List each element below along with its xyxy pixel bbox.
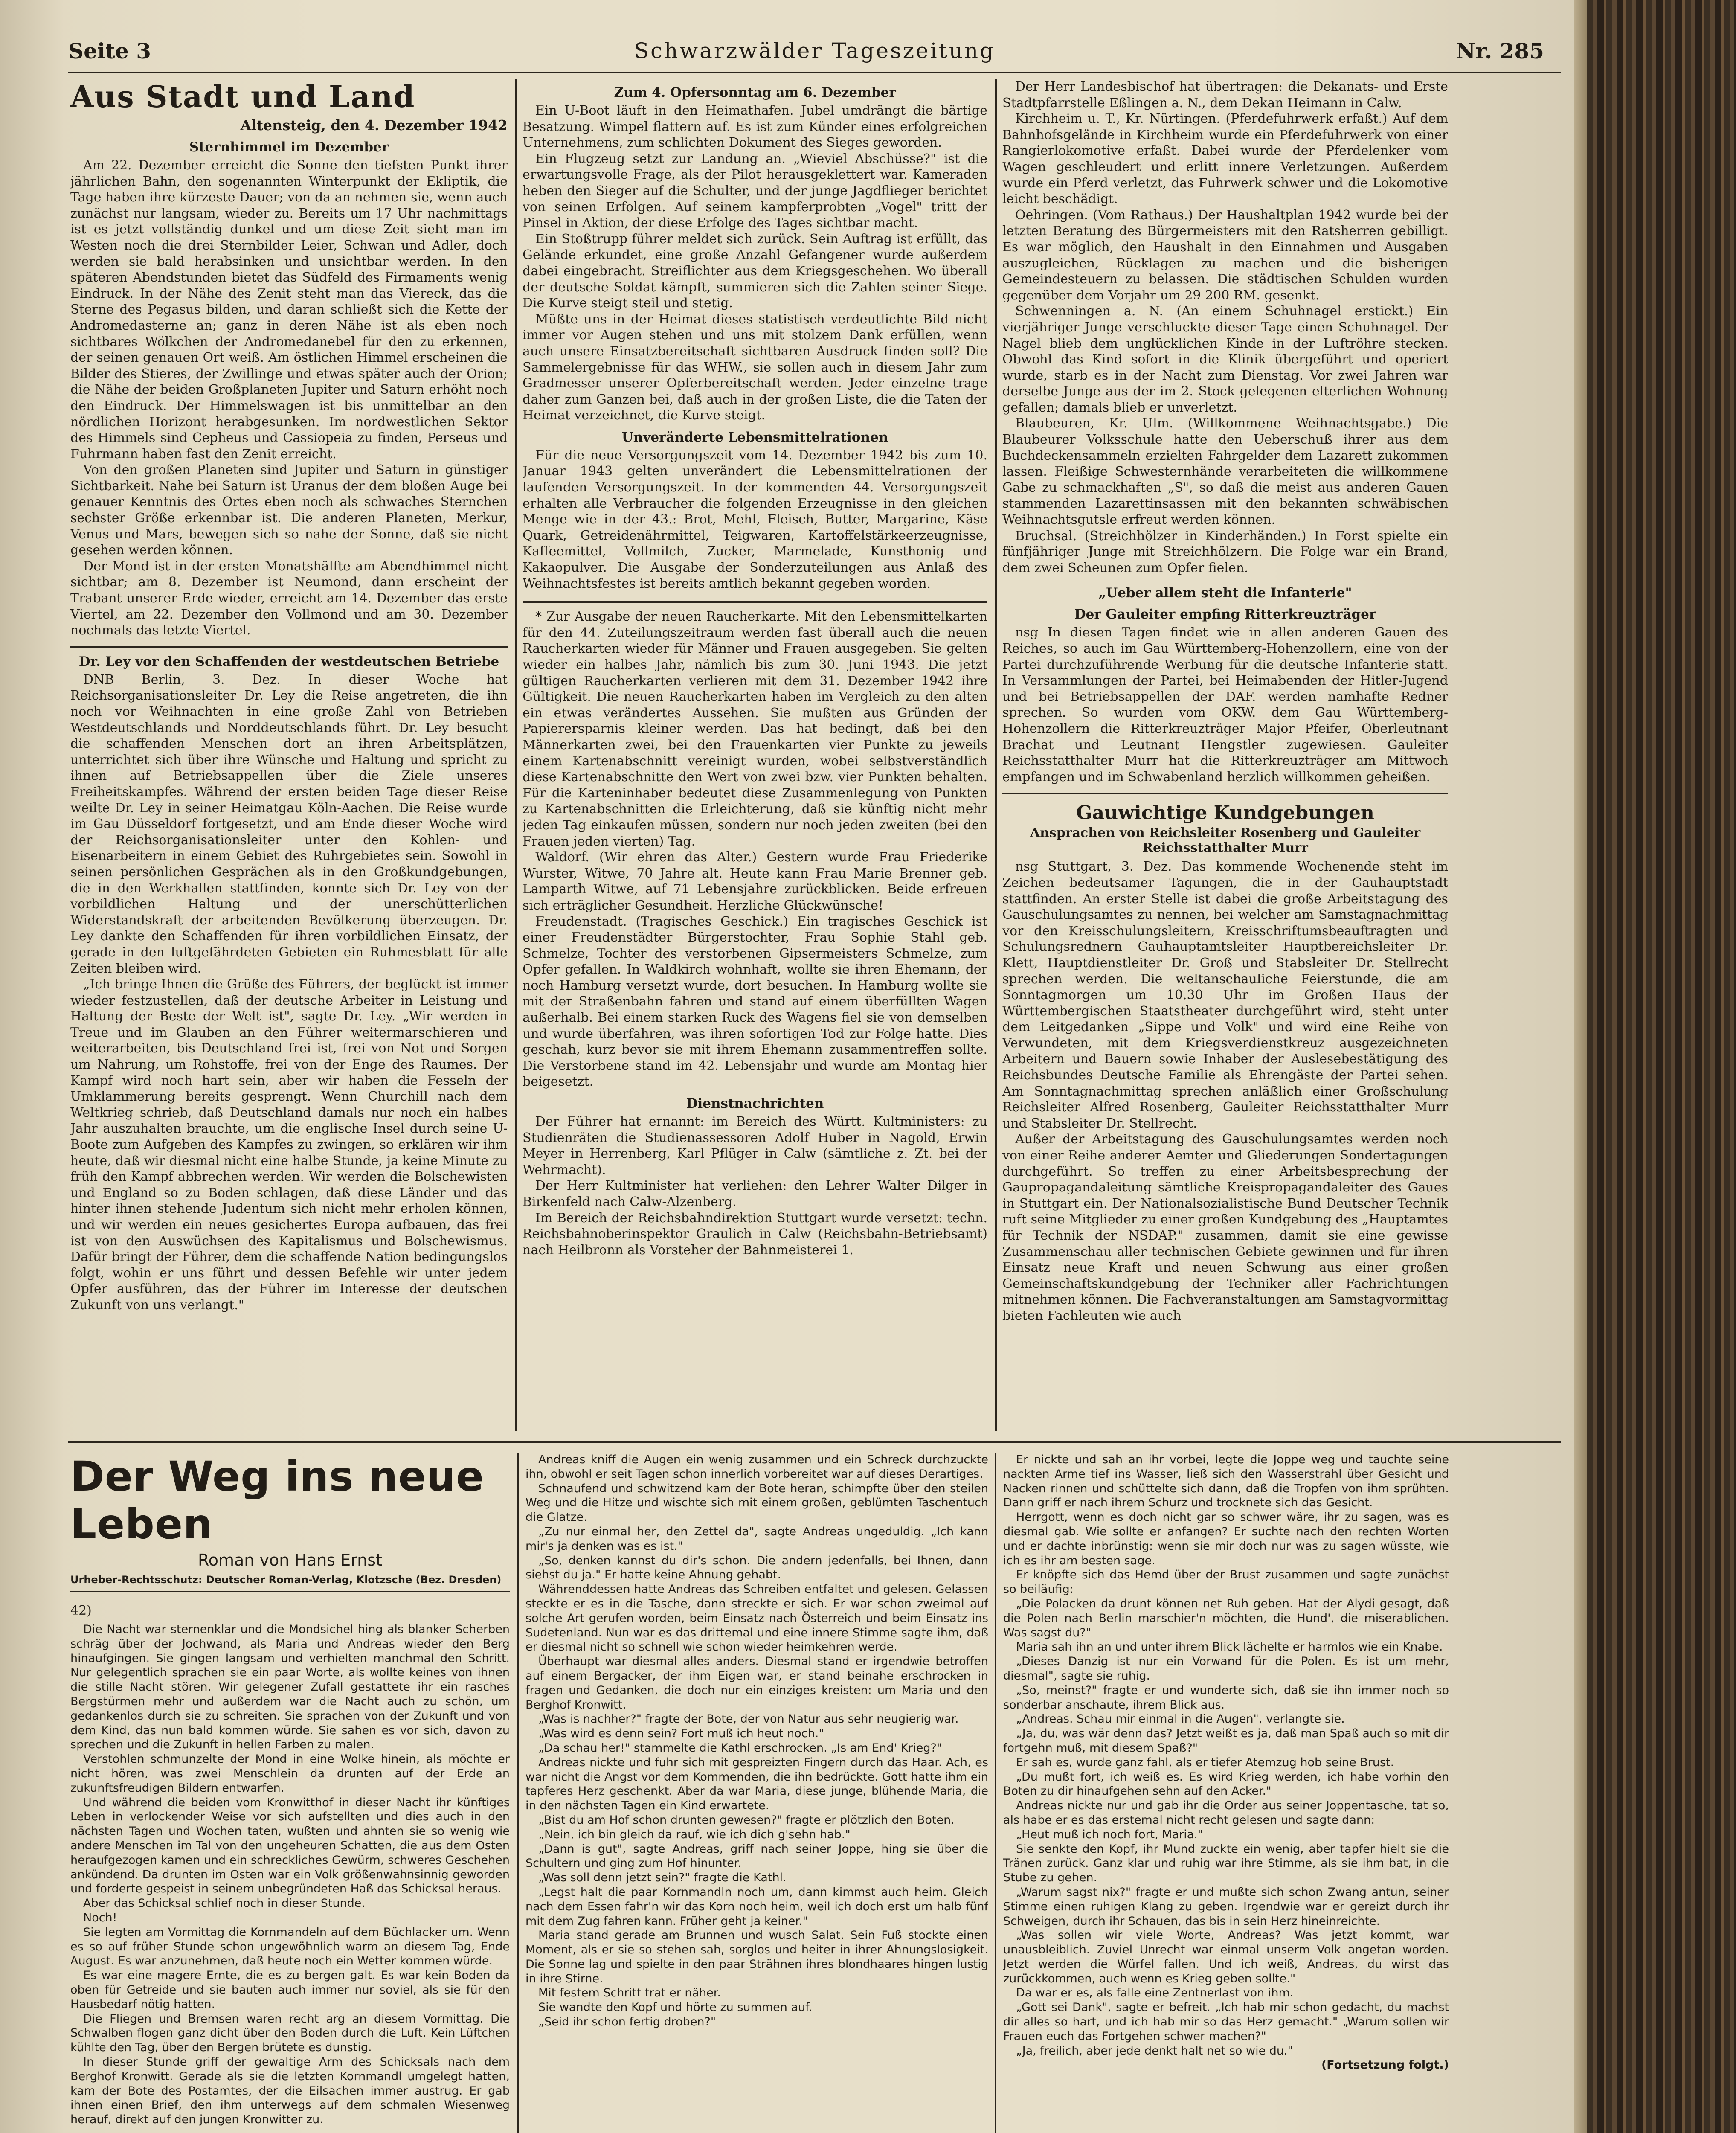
paragraph: Ein Stoßtrupp führer meldet sich zurück. Sein Auftrag ist erfüllt, das Gelände erkundet, eine große Anzahl Gefangener wurde außerdem dabei eingebracht. Streiflichter aus dem Kriegsgeschehen. Wo überall der deutsche Soldat kämpft, summieren sich die Zahlen seiner Siege. Die Kurve steigt steil und stetig. <box>523 231 987 311</box>
paragraph: Sie senkte den Kopf, ihr Mund zuckte ein wenig, aber tapfer hielt sie die Tränen zurück. Ganz klar und ruhig war ihre Stimme, als sie ihm bat, in die Stube zu gehen. <box>1003 1842 1449 1885</box>
paragraph: Bruchsal. (Streichhölzer in Kinderhänden.) In Forst spielte ein fünfjähriger Junge mit Streichhölzern. Die Folge war ein Brand, dem zwei Scheunen zum Opfer fielen. <box>1002 528 1448 575</box>
paragraph: „Zu nur einmal her, den Zettel da", sagte Andreas ungeduldig. „Ich kann mir's ja denken was es ist." <box>525 1525 988 1553</box>
paragraph: „So, denken kannst du dir's schon. Die andern jedenfalls, bei Ihnen, dann siehst du ja." Er hatte keine Ahnung gehabt. <box>525 1554 988 1582</box>
paragraph: Und während die beiden vom Kronwitthof in dieser Nacht ihr künftiges Leben in verlockender Weise vor sich aufstellten und dies auch in den nächsten Tagen und Wochen taten, wußten und ahnten sie so wenig wie andere Menschen im Tal von den ungeheuren Schatten, die aus dem Osten heraufgezogen kamen und ein schreckliches Gewürm, schweres Geschehen ankündend. Da drunten im Osten war ein Volk größenwahnsinnig geworden und forderte gespeist in seinem unbegründeten Haß das Schicksal heraus. <box>70 1796 510 1896</box>
paragraph: „Du mußt fort, ich weiß es. Es wird Krieg werden, ich habe vorhin den Boten zu dir hinaufgehen sehn auf den Acker." <box>1003 1770 1449 1798</box>
article-kundgebungen <box>1002 859 1448 1324</box>
paragraph: Schwenningen a. N. (An einem Schuhnagel erstickt.) Ein vierjähriger Junge verschluckte dieser Tage einen Schuhnagel. Der Nagel blieb dem unglücklichen Kinde in der Luftröhre stecken. Obwohl das Kind sofort in die Klinik übergeführt und operiert wurde, starb es in der Nacht zum Dienstag. Vor zwei Jahren war derselbe Junge aus der im 2. Stock gelegenen elterlichen Wohnung gefallen; damals blieb er unverletzt. <box>1002 304 1448 415</box>
article-regional-news <box>1002 79 1448 576</box>
masthead-rule <box>68 72 1561 73</box>
novel-author: Roman von Hans Ernst <box>198 1551 382 1569</box>
novel-text-2 <box>525 1453 988 2029</box>
paragraph: Herrgott, wenn es doch nicht gar so schwer wäre, ihr zu sagen, was es diesmal gab. Wie sollte er anfangen? Er suchte nach den rechten Worten und er dachte inbrünstig: wenn sie mir doch nur was zu sagen wüsste, wie ich es ihr am besten sage. <box>1003 1511 1449 1567</box>
paragraph: Die Fliegen und Bremsen waren recht arg an diesem Vormittag. Die Schwalben flogen ganz dicht über den Boden durch die Luft. Kein Lüftchen kühlte den Tag, über den Bergen brütete es dunstig. <box>70 2012 510 2055</box>
novel-column-3 <box>1003 1453 1449 2133</box>
paragraph: Der Führer hat ernannt: im Bereich des Württ. Kultministers: zu Studienräten die Studienassessoren Adolf Huber in Nagold, Erwin Meyer in Herrenberg, Karl Pflüger in Calw (sämtliche z. Zt. bei der Wehrmacht). <box>523 1114 987 1177</box>
paragraph: Da war er es, als falle eine Zentnerlast von ihm. <box>1016 1986 1294 2000</box>
paragraph: „Was wird es denn sein? Fort muß ich heut noch." <box>538 1727 824 1741</box>
headline-ley: Dr. Ley vor den Schaffenden der westdeutschen Betriebe <box>78 654 499 669</box>
paragraph: Verstohlen schmunzelte der Mond in eine Wolke hinein, als möchte er nicht hören, was zwei Menschlein da drunten auf der Erde an zukunftsfreudigen Bildern entwarfen. <box>70 1752 510 1795</box>
column-2 <box>523 79 987 1431</box>
issue-number: Nr. 285 <box>1456 38 1544 64</box>
paragraph: „Ich bringe Ihnen die Grüße des Führers, der beglückt ist immer wieder festzustellen, daß der deutsche Arbeiter in Leistung und Haltung der Beste der Welt ist", sagte Dr. Ley. „Wir werden in Treue und im Glauben an den Führer weitermarschieren und weiterarbeiten, bis Deutschland frei ist, frei von Not und Sorgen um Nahrung, um Rohstoffe, frei von der Enge des Raumes. Der Kampf wird noch hart sein, aber wir haben die Fesseln der Umklammerung bereits gesprengt. Wenn Churchill nach dem Weltkrieg schrieb, daß Deutschland damals nur noch ein halbes Jahr auszuhalten brauchte, um die englische Insel durch seine U-Boote zum Aufgeben des Kampfes zu zwingen, so erklären wir ihm heute, daß wir diesmal nicht eine halbe Stunde, ja keine Minute zu früh den Kampf abbrechen werden. Wir werden die Bolschewisten und England so zu Boden schlagen, daß diese Länder und das hinter ihnen stehende Judentum sich nicht mehr erholen können, und wir werden ein neues gesichertes Europa aufbauen, das frei ist von den Auswüchsen des Kapitalismus und Bolschewismus. Dafür bringt der Führer, dem die schaffende Nation bedingungslos folgt, wohin er uns führt und dessen Befehle wir unter jedem Opfer ausführen, das der Führer im Interesse der deutschen Zukunft von uns verlangt." <box>70 977 508 1313</box>
section-rule <box>68 1441 1561 1443</box>
paragraph: „Dieses Danzig ist nur ein Vorwand für die Polen. Es ist um mehr, diesmal", sagte sie ruhig. <box>1003 1655 1449 1683</box>
paragraph: Mit festem Schritt trat er näher. <box>538 1986 721 2000</box>
paragraph: Der Mond ist in der ersten Monatshälfte am Abendhimmel nicht sichtbar; am 8. Dezember ist Neumond, dann erscheint der Trabant unserer Erde wieder, erreicht am 14. Dezember das erste Viertel, am 22. Dezember den Vollmond und am 30. Dezember nochmals das letzte Viertel. <box>70 558 508 638</box>
paragraph: Schnaufend und schwitzend kam der Bote heran, schimpfte über den steilen Weg und die Hitze und wischte sich mit einem großen, geblümten Taschentuch die Glatze. <box>525 1482 988 1524</box>
book-binding <box>1587 0 1736 2133</box>
paragraph: Maria stand gerade am Brunnen und wusch Salat. Sein Fuß stockte einen Moment, als er sie so stehen sah, sorglos und heiter in ihrer Ahnungslosigkeit. Die Sonne lag und spielte in den paar Strähnen ihres blondhaares hingen lustig in ihre Stirne. <box>525 1929 988 1985</box>
subheadline-kundgebungen: Ansprachen von Reichsleiter Rosenberg und Gauleiter Reichsstatthalter Murr <box>1030 825 1421 856</box>
continuation-note: (Fortsetzung folgt.) <box>1321 2058 1449 2072</box>
headline-infanterie: „Ueber allem steht die Infanterie" <box>1098 585 1352 601</box>
paragraph: „Andreas. Schau mir einmal in die Augen", verlangte sie. <box>1016 1712 1345 1726</box>
article-dienstnachrichten <box>523 1114 987 1258</box>
article-opfersonntag <box>523 103 987 424</box>
paragraph: Außer der Arbeitstagung des Gauschulungsamtes werden noch von einer Reihe anderer Aemter und Gliederungen Sondertagungen durchgeführt. So treffen zu einer Arbeitsbesprechung der Gaupropagandaleitung sämtliche Kreispropagandaleiter des Gaues in Stuttgart ein. Der Nationalsozialistische Bund Deutscher Technik ruft seine Mitglieder zu einer großen Kundgebung des „Hauptamtes für Technik der NSDAP." zusammen, damit sie eine gewisse Zusammenschau aller technischen Gebiete gewinnen und für ihren Einsatz neue Kraft und neuen Schwung aus einer großen Gemeinschaftskundgebung der Techniker aller Fachrichtungen mitnehmen können. Die Fachveranstaltungen am Samstagvormittag bieten Fachleuten wie auch <box>1002 1132 1448 1323</box>
novel-column-1 <box>70 1453 510 2133</box>
paragraph: Blaubeuren, Kr. Ulm. (Willkommene Weihnachtsgabe.) Die Blaubeurer Volksschule hatte den Ueberschuß ihrer aus dem Buchdeckensammeln erzielten Fahrgelder dem Lazarett zukommen lassen. Fleißige Schwesternhände verarbeiteten die willkommene Gabe zu schmackhaften „S", so daß die meist aus anderen Gauen stammenden Lazarettinsassen mit den bekannten schwäbischen Weihnachtsgutsle erfreut werden können. <box>1002 416 1448 528</box>
paragraph: Maria sah ihn an und unter ihrem Blick lächelte er harmlos wie ein Knabe. <box>1016 1640 1443 1654</box>
headline-opfersonntag: Zum 4. Opfersonntag am 6. Dezember <box>614 85 896 100</box>
novel-installment: 42) <box>70 1603 92 1618</box>
column-rule <box>995 1453 996 2133</box>
paragraph: „Was soll denn jetzt sein?" fragte die Kathl. <box>538 1871 787 1885</box>
paragraph: Waldorf. (Wir ehren das Alter.) Gestern wurde Frau Friederike Wurster, Witwe, 70 Jahre alt. Heute kann Frau Marie Brenner geb. Lamparth Witwe, auf 71 Lebensjahre zurückblicken. Beide erfreuen sich erträglicher Gesundheit. Herzliche Glückwünsche! <box>523 850 987 913</box>
headline-lebensmittel: Unveränderte Lebensmittelrationen <box>621 429 888 445</box>
paragraph: „Ja, freilich, aber jede denkt halt net so wie du." <box>1016 2044 1293 2057</box>
article-lebensmittel <box>523 448 987 592</box>
paragraph: * Zur Ausgabe der neuen Raucherkarte. Mit den Lebensmittelkarten für den 44. Zuteilungszeitraum werden fast überall auch die neuen Raucherkarten wieder für Männer und Frauen ausgegeben. Sie gelten wieder ein halbes Jahr, nämlich bis zum 30. Juni 1943. Die jetzt gültigen Raucherkarten verlieren mit dem 31. Dezember 1942 ihre Gültigkeit. Die neuen Raucherkarten haben im Vergleich zu den alten ein etwas verändertes Aussehen. Sie mußten aus Gründen der Papierersparnis kleiner werden. Das hat bedingt, daß bei den Männerkarten zwei, bei den Frauenkarten vier Punkte zu jeweils einem Kartenabschnitt vereinigt wurden, wobei selbstverständlich diese Kartenabschnitte den Wert von zwei bzw. vier Punkten behalten. Für die Karteninhaber bedeutet diese Zusammenlegung von Punkten zu Kartenabschnitten die Erleichterung, daß sie künftig nicht mehr jeden Tag einkaufen müssen, sondern nur noch jeden zweiten (bei den Frauen jeden vierten) Tag. <box>523 609 987 849</box>
article-gauleiter <box>1002 625 1448 785</box>
page-edge <box>1574 0 1587 2133</box>
paragraph: „Was is nachher?" fragte der Bote, der von Natur aus sehr neugierig war. <box>538 1712 959 1726</box>
masthead <box>64 26 1565 68</box>
paragraph: „Was sollen wir viele Worte, Andreas? Was jetzt kommt, war unausbleiblich. Zuviel Unrecht war einmal unserm Volk angetan worden. Jetzt werden die Würfel fallen. Und ich weiß, Andreas, du wirst das zurückkommen, auch wenn es Krieg geben sollte." <box>1003 1929 1449 1985</box>
novel-title-rule <box>70 1591 510 1592</box>
paragraph: Er nickte und sah an ihr vorbei, legte die Joppe weg und tauchte seine nackten Arme tief ins Wasser, ließ sich den Wasserstrahl über Gesicht und Nacken rinnen und schüttelte sich dann, daß die Tropfen von ihm sprühten. Dann griff er nach ihrem Schurz und trocknete sich das Gesicht. <box>1003 1453 1449 1510</box>
headline-sternhimmel: Sternhimmel im Dezember <box>189 139 389 155</box>
paragraph: Müßte uns in der Heimat dieses statistisch verdeutlichte Bild nicht immer vor Augen stehen und uns mit stolzem Dank erfüllen, wenn auch unsere Einsatzbereitschaft sichtbaren Ausdruck finden soll? Die Sammelergebnisse für das WHW., sie sollen auch in diesem Jahr zum Gradmesser unserer Opferbereitschaft werden. Jeder einzelne trage daher zum Ganzen bei, daß auch in der großen Liste, die die Taten der Heimat verzeichnet, die Kurve steigt. <box>523 311 987 423</box>
paragraph: „Gott sei Dank", sagte er befreit. „Ich hab mir schon gedacht, du machst dir alles so hart, und ich hab mir so das Herz gemacht." „Warum sollen wir Frauen euch das Fortgehen schwer machen?" <box>1003 2001 1449 2043</box>
novel-text-3 <box>1003 1453 1449 2058</box>
paragraph: Andreas kniff die Augen ein wenig zusammen und ein Schreck durchzuckte ihn, obwohl er seit Tagen schon innerlich vorbereitet war auf dieses Derartiges. <box>525 1453 988 1481</box>
paragraph: „So, meinst?" fragte er und wunderte sich, daß sie ihn immer noch so sonderbar anschaute, ihrem Blick aus. <box>1003 1683 1449 1712</box>
paragraph: Es war eine magere Ernte, die es zu bergen galt. Es war kein Boden da oben für Getreide und sie bauten auch immer nur soviel, als sie für den Hausbedarf nötig hatten. <box>70 1969 510 2011</box>
article-sternhimmel <box>70 157 508 639</box>
section-title: Aus Stadt und Land <box>70 79 415 114</box>
paragraph: Andreas nickte und fuhr sich mit gespreizten Fingern durch das Haar. Ach, es war nicht die Angst vor dem Kommenden, die ihn bedrückte. Gott hatte ihm ein tapferes Herz geschenkt. Aber da war Maria, diese junge, blühende Maria, die in den nächsten Tagen ein Kind erwartete. <box>525 1755 988 1813</box>
novel-text-1 <box>70 1622 510 2127</box>
novel-rights: Urheber-Rechtsschutz: Deutscher Roman-Verlag, Klotzsche (Bez. Dresden) <box>70 1574 502 1586</box>
paragraph: Überhaupt war diesmal alles anders. Diesmal stand er irgendwie betroffen auf einem Bergacker, der ihm Eigen war, er stand beinahe erschrocken in fragen und Gedanken, die doch nur ein einziges kreisten: um Maria und den Berghof Kronwitt. <box>525 1655 988 1712</box>
column-rule <box>995 79 997 1431</box>
article-ley <box>70 672 508 1314</box>
paragraph: Er knöpfte sich das Hemd über der Brust zusammen und sagte zunächst so beiläufig: <box>1003 1568 1449 1596</box>
paragraph: Der Herr Landesbischof hat übertragen: die Dekanats- und Erste Stadtpfarrstelle Eßlingen a. N., dem Dekan Heimann in Calw. <box>1002 79 1448 110</box>
article-rule <box>70 646 508 648</box>
paragraph: „Die Polacken da drunt können net Ruh geben. Hat der Alydi gesagt, daß die Polen nach Berlin marschier'n möchten, die Hund', die miserablichen. Was sagst du?" <box>1003 1597 1449 1639</box>
column-rule <box>517 1453 519 2133</box>
paragraph: „Seid ihr schon fertig droben?" <box>538 2015 716 2029</box>
column-rule <box>515 79 517 1431</box>
page-gutter <box>0 0 64 2133</box>
column-1 <box>70 79 508 1431</box>
column-3 <box>1002 79 1448 1431</box>
paragraph: nsg In diesen Tagen findet wie in allen anderen Gauen des Reiches, so auch im Gau Württemberg-Hohenzollern, eine von der Partei durchzuführende Werbung für die deutsche Infanterie statt. In Versammlungen der Partei, bei Heimabenden der Hitler-Jugend und bei Betriebsappellen der DAF. werden namhafte Redner sprechen. So wurden vom OKW. dem Gau Württemberg-Hohenzollern die Ritterkreuzträger Major Pfeifer, Oberleutnant Brachat und Leutnant Hengstler zugewiesen. Gauleiter Reichsstatthalter Murr hat die Ritterkreuzträger am Mittwoch empfangen und im Schwabenland herzlich willkommen geheißen. <box>1002 625 1448 785</box>
paragraph: „Nein, ich bin gleich da rauf, wie ich dich g'sehn hab." <box>538 1828 851 1841</box>
paragraph: „Heut muß ich noch fort, Maria." <box>1016 1828 1203 1841</box>
paragraph: Von den großen Planeten sind Jupiter und Saturn in günstiger Sichtbarkeit. Nahe bei Saturn ist Uranus der dem bloßen Auge bei genauer Kenntnis des Ortes eben noch als schwaches Sternchen sechster Größe erkennbar ist. Die anderen Planeten, Merkur, Venus und Mars, bewegen sich so nahe der Sonne, daß sie nicht gesehen werden können. <box>70 462 508 558</box>
paragraph: Andreas nickte nur und gab ihr die Order aus seiner Joppentasche, tat so, als habe er es das erstemal nicht recht gelesen und sagte dann: <box>1003 1799 1449 1827</box>
paragraph: Der Herr Kultminister hat verliehen: den Lehrer Walter Dilger in Birkenfeld nach Calw-Alzenberg. <box>523 1178 987 1209</box>
paragraph: Im Bereich der Reichsbahndirektion Stuttgart wurde versetzt: techn. Reichsbahnoberinspektor Graulich in Calw (Reichsbahn-Betriebsamt) nach Heilbronn als Vorsteher der Bahnmeisterei 1. <box>523 1210 987 1258</box>
paragraph: „Da schau her!" stammelte die Kathl erschrocken. „Is am End' Krieg?" <box>538 1741 942 1755</box>
paragraph: „Bist du am Hof schon drunten gewesen?" fragte er plötzlich den Boten. <box>538 1813 955 1827</box>
paragraph: Er sah es, wurde ganz fahl, als er tiefer Atemzug hob seine Brust. <box>1016 1755 1394 1769</box>
paragraph: Ein U-Boot läuft in den Heimathafen. Jubel umdrängt die bärtige Besatzung. Wimpel flattern auf. Es ist zum Künder eines erfolgreichen Unternehmens, zum schlichten Dokument des Sieges geworden. <box>523 103 987 151</box>
paragraph: Währenddessen hatte Andreas das Schreiben entfaltet und gelesen. Gelassen steckte er es in die Tasche, dann streckte er sich. Er war schon zweimal auf solche Art gerufen worden, beim Einsatz nach Österreich und beim Einsatz ins Sudetenland. Nun war es das drittemal und eine innere Stimme sagte ihm, daß er diesmal nicht so schnell wie schon wieder heimkehren werde. <box>525 1583 988 1654</box>
paragraph: „Legst halt die paar Kornmandln noch um, dann kimmst auch heim. Gleich nach dem Essen fahr'n wir das Korn noch heim, weil ich doch erst um halb fünf mit dem Zug fahren kann. Früher geht ja keiner." <box>525 1885 988 1928</box>
paragraph: Am 22. Dezember erreicht die Sonne den tiefsten Punkt ihrer jährlichen Bahn, den sogenannten Winterpunkt der Ekliptik, die Tage haben ihre kürzeste Dauer; von da an nehmen sie, wenn auch zunächst nur langsam, wieder zu. Bereits um 17 Uhr nachmittags ist es jetzt vollständig dunkel und um diese Zeit sieht man im Westen noch die drei Sternbilder Leier, Schwan und Adler, doch werden sie bald herabsinken und unsichtbar werden. In den späteren Abendstunden bietet das Südfeld des Firmaments wenig Eindruck. In der Nähe des Zenit steht man das Viereck, das die Sterne des Pegasus bilden, und daran schließt sich die Kette der Andromedasterne an; ganz in deren Nähe ist als eben noch sichtbares Wölkchen der Andromedanebel für den zu erkennen, der seinen genauen Ort weiß. Am östlichen Himmel erscheinen die Bilder des Stieres, der Zwillinge und etwas später auch der Orion; die Nähe der beiden Großplaneten Jupiter und Saturn erhöht noch den Eindruck. Der Himmelswagen ist bis unmittelbar an den nördlichen Horizont herabgesunken. Im nordwestlichen Sektor des Himmels sind Cepheus und Cassiopeia zu finden, Perseus und Fuhrmann haben fast den Zenit erreicht. <box>70 158 508 462</box>
paragraph: „Warum sagst nix?" fragte er und mußte sich schon Zwang antun, seiner Stimme einen ruhigen Klang zu geben. Irgendwie war er gereizt durch ihr Schweigen, durch ihr Schauen, das bis in sein Herz hineinreichte. <box>1003 1885 1449 1928</box>
article-local-news <box>523 609 987 1090</box>
paragraph: Freudenstadt. (Tragisches Geschick.) Ein tragisches Geschick ist einer Freudenstädter Bürgerstochter, Frau Sophie Stahl geb. Schmelze, Tochter des verstorbenen Gipsermeisters Schmelze, zum Opfer gefallen. In Waldkirch wohnhaft, wollte sie ihren Ehemann, der noch Hamburg versetzt wurde, dort besuchen. In Hamburg wollte sie mit der Straßenbahn fahren und stand auf einem überfüllten Wagen außerhalb. Bei einem starken Ruck des Wagens fiel sie von demselben und wurde überfahren, was ihren sofortigen Tod zur Folge hatte. Dies geschah, kurz bevor sie mit ihrem Ehemann zusammentreffen sollte. Die Verstorbene stand im 42. Lebensjahr und wurde am Montag hier beigesetzt. <box>523 914 987 1090</box>
novel-title: Der Weg ins neue Leben <box>70 1453 484 1548</box>
novel-column-2 <box>525 1453 988 2133</box>
page-label: Seite 3 <box>68 38 151 64</box>
paragraph: Ein Flugzeug setzt zur Landung an. „Wieviel Abschüsse?" ist die erwartungsvolle Frage, als der Pilot herausgeklettert war. Kameraden heben den Sieger auf die Schulter, und der junge Jagdflieger berichtet von seinen Erfolgen. Auf seinem kampferprobten „Vogel" tritt der Pinsel in Aktion, der diese Erfolge des Tages sichtbar macht. <box>523 151 987 231</box>
headline-kundgebungen: Gauwichtige Kundgebungen <box>1076 802 1374 824</box>
article-rule <box>523 601 987 603</box>
paragraph: Oehringen. (Vom Rathaus.) Der Haushaltplan 1942 wurde bei der letzten Beratung des Bürgermeisters mit den Ratsherren gebilligt. Es war möglich, den Haushalt in den Einnahmen und Ausgaben auszugleichen, Rücklagen zu machen und die bisherigen Gemeindesteuern zu belassen. Die städtischen Schulden wurden gegenüber dem Vorjahr um 29 200 RM. gesenkt. <box>1002 207 1448 303</box>
paragraph: „Dann is gut", sagte Andreas, griff nach seiner Joppe, hing sie über die Schultern und ging zum Hof hinunter. <box>525 1842 988 1870</box>
paper-name: Schwarzwälder Tageszeitung <box>634 38 996 63</box>
paragraph: Die Nacht war sternenklar und die Mondsichel hing als blanker Scherben schräg über der Jochwand, als Maria und Andreas wieder den Berg hinaufgingen. Sie gingen langsam und verhielten manchmal den Schritt. Nur gelegentlich sprachen sie ein paar Worte, als wollte keines von ihnen die stille Nacht stören. Wir gelegener Zufall gestattete ihr ein rasches Bergstürmen mehr und außerdem war die Nacht auch zu schön, um gedankenlos durch sie zu schreiten. Sie sprachen von der Zukunft und von dem Kind, das nun bald kommen würde. Sie sahen es vor sich, davon zu sprechen und die Zukunft in hellen Farben zu malen. <box>70 1623 510 1752</box>
headline-dienstnachrichten: Dienstnachrichten <box>686 1096 824 1112</box>
paragraph: Für die neue Versorgungszeit vom 14. Dezember 1942 bis zum 10. Januar 1943 gelten unverändert die Lebensmittelrationen der laufenden Versorgungszeit. In der kommenden 44. Versorgungszeit erhalten alle Verbraucher die folgenden Erzeugnisse in den gleichen Menge wie in der 43.: Brot, Mehl, Fleisch, Butter, Margarine, Käse Quark, Getreidenährmittel, Teigwaren, Kartoffelstärkeerzeugnisse, Kaffeemittel, Vollmilch, Zucker, Marmelade, Kunsthonig und Kakaopulver. Die Ausgabe der Sonderzuteilungen aus Anlaß des Weihnachtsfestes ist bereits amtlich bekannt gegeben worden. <box>523 448 987 591</box>
paragraph: Sie wandte den Kopf und hörte zu summen auf. <box>538 2001 813 2014</box>
paragraph: „Ja, du, was wär denn das? Jetzt weißt es ja, daß man Spaß auch so mit dir fortgehn muß, mit diesem Spaß?" <box>1003 1727 1449 1755</box>
article-rule <box>1002 793 1448 794</box>
paragraph: Kirchheim u. T., Kr. Nürtingen. (Pferdefuhrwerk erfaßt.) Auf dem Bahnhofsgelände in Kirchheim wurde ein Pferdefuhrwerk von einer Rangierlokomotive erfaßt. Dabei wurde der Pferdelenker vom Wagen geschleudert und erlitt innere Verletzungen. Außerdem wurde ein Pferd verletzt, das Fuhrwerk schwer und die Lokomotive leicht beschädigt. <box>1002 111 1448 207</box>
paragraph: Noch! <box>83 1911 117 1924</box>
dateline: Altensteig, den 4. Dezember 1942 <box>240 117 508 134</box>
paragraph: Sie legten am Vormittag die Kornmandeln auf dem Büchlacker um. Wenn es so auf früher Stunde schon ungewöhnlich warm an diesem Tag, Ende August. Es war anzunehmen, daß heute noch ein Wetter kommen würde. <box>70 1925 510 1968</box>
paragraph: DNB Berlin, 3. Dez. In dieser Woche hat Reichsorganisationsleiter Dr. Ley die Reise angetreten, die ihn noch vor Weihnachten in eine große Zahl von Betrieben Westdeutschlands und Norddeutschlands führt. Dr. Ley besucht die schaffenden Menschen dort an ihren Arbeitsplätzen, unterrichtet sich über ihre Wünsche und Haltung und spricht zu ihnen auf Betriebsappellen über die Ziele unseres Freiheitskampfes. Während der ersten beiden Tage dieser Reise weilte Dr. Ley in seiner Heimatgau Köln-Aachen. Die Reise wurde im Gau Düsseldorf fortgesetzt, und am Ende dieser Woche wird der Reichsorganisationsleiter unter den Kohlen- und Eisenarbeitern in einem Gebiet des Ruhrgebietes sein. Sowohl in seinen persönlichen Gesprächen als in den Großkundgebungen, die in den Werkhallen stattfinden, konnte sich Dr. Ley von der vorbildlichen Haltung und der unerschütterlichen Widerstandskraft der arbeitenden Bevölkerung überzeugen. Dr. Ley dankte den Schaffenden für ihren vorbildlichen Einsatz, der gerade in den luftgefährdeten Gebieten ein Ruhmesblatt für alle Zeiten bleiben wird. <box>70 672 508 976</box>
headline-gauleiter: Der Gauleiter empfing Ritterkreuzträger <box>1074 607 1376 622</box>
paragraph: nsg Stuttgart, 3. Dez. Das kommende Wochenende steht im Zeichen bedeutsamer Tagungen, die in der Gauhauptstadt stattfinden. An erster Stelle ist dabei die große Arbeitstagung des Gauschulungsamtes zu nennen, bei welcher am Samstagnachmittag vor den Kreisschulungsleitern, Kreisschriftumsbeauftragten und Schulungsrednern Gauhauptamtsleiter Hauptbereichsleiter Dr. Klett, Hauptdienstleiter Dr. Groß und Stabsleiter Dr. Stellrecht sprechen werden. Die weltanschauliche Feierstunde, die am Sonntagmorgen um 10.30 Uhr im Großen Haus der Württembergischen Staatstheater durchgeführt wird, steht unter dem Leitgedanken „Sippe und Volk" und wird eine Reihe von Verwundeten, mit dem Kriegsverdienstkreuz ausgezeichneten Arbeitern und Bauern sowie Inhaber der Auslesebestätigung des Reichsbundes Deutsche Familie als Ehrengäste der Partei sehen. Am Sonntagnachmittag sprechen anläßlich einer Großschulung Reichsleiter Alfred Rosenberg, Gauleiter Reichsstatthalter Murr und Stabsleiter Dr. Stellrecht. <box>1002 859 1448 1131</box>
paragraph: Aber das Schicksal schlief noch in dieser Stunde. <box>83 1897 365 1910</box>
paragraph: In dieser Stunde griff der gewaltige Arm des Schicksals nach dem Berghof Kronwitt. Gerade als sie die letzten Kornmandl umgelegt hatten, kam der Bote des Postamtes, der die Eilsachen immer austrug. Er gab ihnen einen Brief, den ihm unterwegs auf dem schmalen Wiesenweg herauf, direkt auf den jungen Kronwitter zu. <box>70 2055 510 2127</box>
